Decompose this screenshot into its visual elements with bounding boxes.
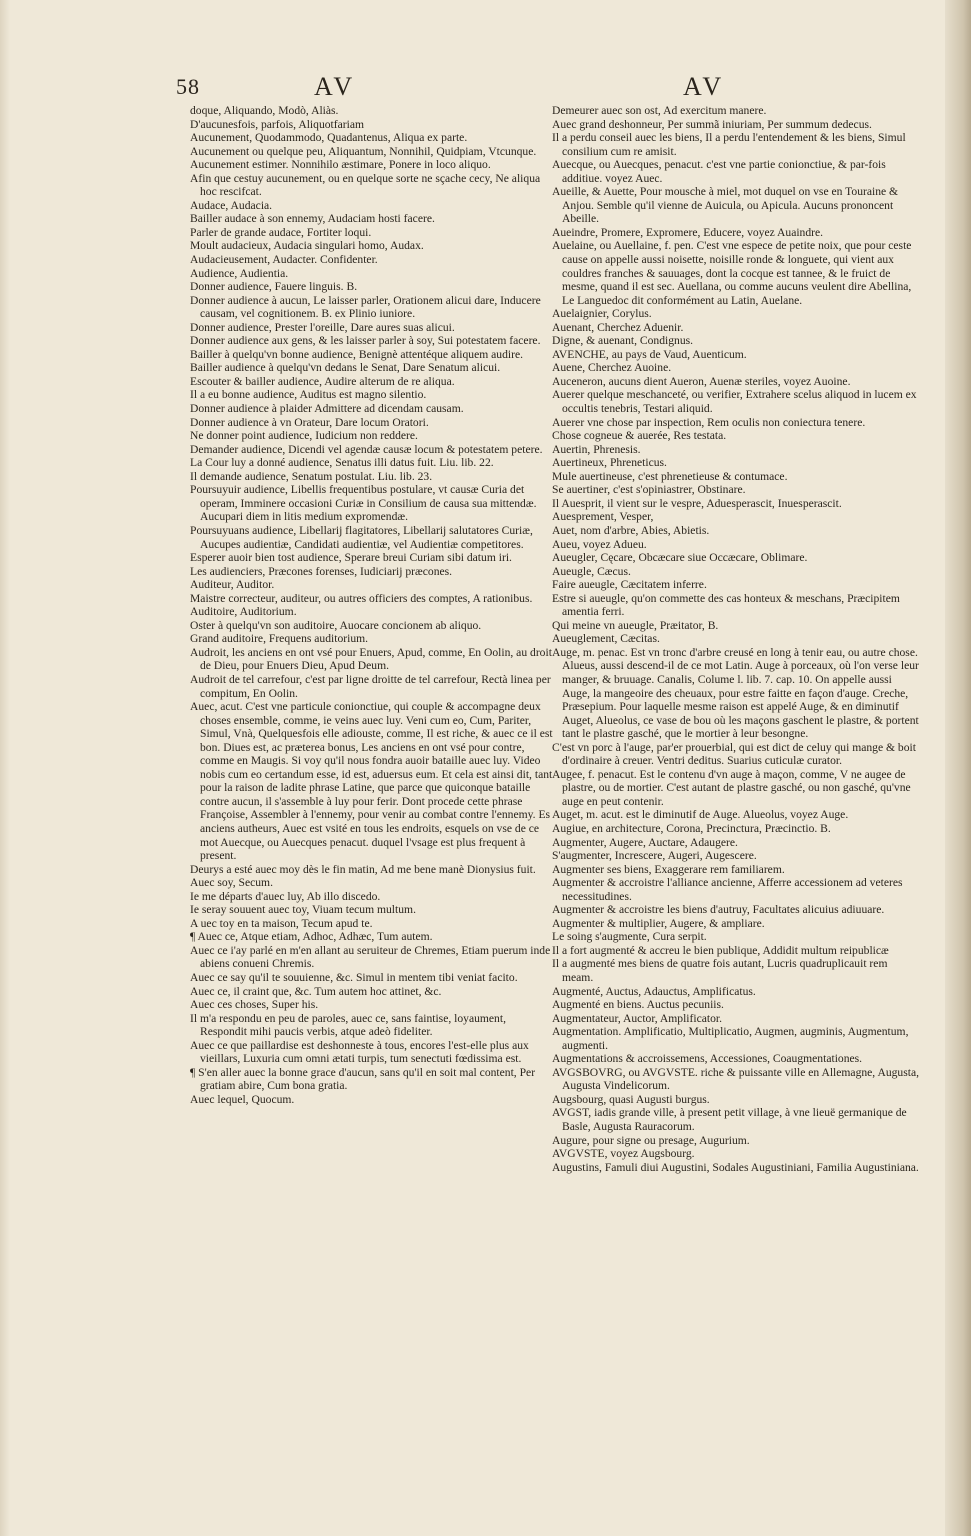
dictionary-entry: D'aucunesfois, parfois, Aliquotfariam — [190, 117, 365, 131]
dictionary-entry: Donner audience à vn Orateur, Dare locum Oratori. — [190, 415, 429, 429]
dictionary-entry: Aueu, voyez Adueu. — [552, 537, 647, 551]
dictionary-entry: Augmenter & accroistre les biens d'autruy, Facultates alicuius adiuuare. — [552, 903, 885, 917]
dictionary-entry: AVGSBOVRG, ou AVGVSTE. riche & puissante ville en Allemagne, Augusta, Augusta Vindelicorum. — [552, 1065, 920, 1093]
dictionary-entry: Augmentations & accroissemens, Accessiones, Coaugmentationes. — [552, 1052, 863, 1066]
dictionary-entry: Estre si aueugle, qu'on commette des cas honteux & meschans, Præcipitem amentia ferri. — [552, 591, 900, 619]
dictionary-entry: Chose cogneue & auerée, Res testata. — [552, 429, 727, 443]
dictionary-entry: ¶ S'en aller auec la bonne grace d'aucun, sans qu'il en soit mal content, Per gratiam abire, Cum bona gratia. — [190, 1065, 536, 1093]
dictionary-entry: Demander audience, Dicendi vel agendæ causæ locum & potestatem petere. — [190, 442, 543, 456]
dictionary-entry: Auenant, Cherchez Aduenir. — [552, 320, 684, 334]
dictionary-entry: Augee, f. penacut. Est le contenu d'vn auge à maçon, comme, V ne augee de plastre, ou de mortier. C'est autant de plastre gasché, ou non gasché, qu'vne auge en peut contenir. — [552, 767, 911, 808]
dictionary-entry: C'est vn porc à l'auge, par'er prouerbial, qui est dict de celuy qui mange & boit d'ordinaire à creuer. Ventri deditus. Suarius cuticulæ curator. — [552, 740, 916, 768]
page-edge — [945, 0, 971, 1536]
dictionary-entry: Poursuyuans audience, Libellarij flagitatores, Libellarij salutatores Curiæ, Aucupes audientiæ, Candidati audientiæ, vel Audientiæ competitores. — [190, 523, 533, 551]
dictionary-entry: Qui meine vn aueugle, Præitator, B. — [552, 618, 719, 632]
dictionary-entry: Grand auditoire, Frequens auditorium. — [190, 632, 369, 646]
dictionary-entry: Auesprement, Vesper, — [552, 510, 654, 524]
dictionary-entry: Augmenter, Augere, Auctare, Adaugere. — [552, 835, 738, 849]
dictionary-entry: Auertin, Phrenesis. — [552, 442, 641, 456]
dictionary-entry: Il Auesprit, il vient sur le vespre, Aduesperascit, Inuesperascit. — [552, 496, 842, 510]
dictionary-entry: Maistre correcteur, auditeur, ou autres officiers des comptes, A rationibus. — [190, 591, 533, 605]
dictionary-entry: Auec ce i'ay parlé en m'en allant au seruiteur de Chremes, Etiam puerum inde abiens conueni Chremis. — [190, 943, 551, 971]
page-gutter — [0, 0, 10, 1536]
dictionary-entry: Aueugle, Cæcus. — [552, 564, 631, 578]
dictionary-entry: Les audienciers, Præcones forenses, Iudiciarij præcones. — [190, 564, 453, 578]
dictionary-entry: Aucunement ou quelque peu, Aliquantum, Nonnihil, Quidpiam, Vtcunque. — [190, 144, 537, 158]
dictionary-entry: Il a eu bonne audience, Auditus est magno silentio. — [190, 388, 427, 402]
dictionary-entry: Auditeur, Auditor. — [190, 578, 275, 592]
dictionary-entry: Donner audience aux gens, & les laisser parler à soy, Sui potestatem facere. — [190, 334, 541, 348]
dictionary-entry: Augure, pour signe ou presage, Augurium. — [552, 1133, 750, 1147]
dictionary-entry: Il a fort augmenté & accreu le bien publique, Addidit multum reipublicæ — [552, 943, 889, 957]
dictionary-entry: Donner audience à aucun, Le laisser parler, Orationem alicui dare, Inducere causam, vel cognitionem. B. ex Plinio iuniore. — [190, 293, 541, 321]
dictionary-entry: Le soing s'augmente, Cura serpit. — [552, 930, 707, 944]
dictionary-entry: Auec soy, Secum. — [190, 876, 273, 890]
dictionary-entry: Audacieusement, Audacter. Confidenter. — [190, 253, 378, 267]
dictionary-entry: Aucunement estimer. Nonnihilo æstimare, Ponere in loco aliquo. — [190, 158, 491, 172]
dictionary-entry: La Cour luy a donné audience, Senatus illi datus fuit. Liu. lib. 22. — [190, 456, 494, 470]
dictionary-entry: Aueindre, Promere, Expromere, Educere, voyez Auaindre. — [552, 225, 824, 239]
dictionary-entry: Augustins, Famuli diui Augustini, Sodales Augustiniani, Familia Augustiniana. — [552, 1160, 919, 1174]
dictionary-entry: AVGVSTE, voyez Augsbourg. — [552, 1147, 695, 1161]
dictionary-entry: Auec ce que paillardise est deshonneste à tous, encores l'est-elle plus aux vieillars, Luxuria cum omni ætati turpis, tum senectuti fœdissima est. — [190, 1038, 529, 1066]
dictionary-entry: Auec ce, il craint que, &c. Tum autem hoc attinet, &c. — [190, 984, 442, 998]
dictionary-entry: Faire aueugle, Cæcitatem inferre. — [552, 578, 707, 592]
dictionary-entry: Aueuglement, Cæcitas. — [552, 632, 660, 646]
dictionary-entry: Moult audacieux, Audacia singulari homo, Audax. — [190, 239, 424, 253]
dictionary-entry: AVENCHE, au pays de Vaud, Auenticum. — [552, 347, 747, 361]
page-header — [0, 70, 971, 100]
dictionary-entry: Augmenté en biens. Auctus pecuniis. — [552, 998, 724, 1012]
dictionary-entry: Bailler audace à son ennemy, Audaciam hosti facere. — [190, 212, 435, 226]
dictionary-entry: Ne donner point audience, Iudicium non reddere. — [190, 429, 418, 443]
dictionary-entry: Ie seray souuent auec toy, Viuam tecum multum. — [190, 903, 416, 917]
dictionary-entry: Demeurer auec son ost, Ad exercitum manere. — [552, 104, 767, 117]
dictionary-entry: Augmenté, Auctus, Adauctus, Amplificatus. — [552, 984, 756, 998]
left-column — [190, 104, 554, 1106]
dictionary-entry: Aueugler, Cęcare, Obcæcare siue Occæcare, Oblimare. — [552, 551, 808, 565]
dictionary-entry: Ie me départs d'auec luy, Ab illo discedo. — [190, 889, 381, 903]
dictionary-entry: Auerer vne chose par inspection, Rem oculis non coniectura tenere. — [552, 415, 866, 429]
dictionary-entry: Augmenter & multiplier, Augere, & ampliare. — [552, 916, 765, 930]
dictionary-entry: Auelaignier, Corylus. — [552, 307, 652, 321]
dictionary-entry: Auec, acut. C'est vne particule conionctiue, qui couple & accompagne deux choses ensemble, comme, ie veins auec luy. Veni cum eo, Cum, Pariter, Simul, Vnà, Quelquesfois elle adiouste, comme, Il est riche, & auec ce il est bon. Diues est, ac præterea bonus, Les anciens en ont vsé pour contre, comme en Maugis. Si voy qu'il nous fondra auoir bataille auec luy. Video nobis cum eo certandum esse, id est, aduersus eum. Et cela est ainsi dit, tant pour la raison de ladite phrase Latine, que parce que quiconque bataille contre aucun, il s'assemble à luy pour ferir. Dont procede cette phrase Françoise, Assembler à l'ennemy, pour venir au combat contre l'ennemy. Es anciens autheurs, Auec est vsité en tous les endroits, esquels on vse de ce mot Auecque, ou Auecques penacut. duquel l'vsage est plus frequent à present. — [190, 700, 553, 863]
dictionary-entry: Donner audience, Fauere linguis. B. — [190, 280, 358, 294]
dictionary-entry: Donner audience à plaider Admittere ad dicendam causam. — [190, 402, 464, 416]
dictionary-entry: Il demande audience, Senatum postulat. Liu. lib. 23. — [190, 469, 433, 483]
dictionary-entry: Auec lequel, Quocum. — [190, 1092, 295, 1106]
dictionary-entry: Bailler à quelqu'vn bonne audience, Benignè attentéque aliquem audire. — [190, 347, 524, 361]
running-head-right: AV — [683, 72, 726, 101]
dictionary-entry: Deurys a esté auec moy dès le fin matin, Ad me bene manè Dionysius fuit. — [190, 862, 536, 876]
dictionary-entry: Il a augmenté mes biens de quatre fois autant, Lucris quadruplicauit rem meam. — [552, 957, 888, 984]
dictionary-entry: Auelaine, ou Auellaine, f. pen. C'est vne espece de petite noix, que pour ceste cause on appelle aussi noisette, noisille ronde & longuete, qui vient aux couldres franches & sauuages, dont la cocque est tannee, & le fruict de mesme, quand il est sec. Auellana, ou comme aucuns veulent dire Abellina, Le Languedoc dit conformément au Latin, Auelane. — [552, 239, 912, 307]
dictionary-entry: Auge, m. penac. Est vn tronc d'arbre creusé en long à tenir eau, ou autre chose. Alueus, aussi descend-il de ce mot Latin. Auge à porceaux, où l'on verse leur manger, & bruuage. Canalis, Colume l. lib. 7. cap. 10. On appelle aussi Auge, la mangeoire des cheuaux, pour estre faitte en façon d'auge. Creche, Præsepium. Pour laquelle mesme raison est appelé Auge, & en diminutif Auget, Alueolus, ce vase de bou où les maçons gaschent le plastre, & portent tant le plastre gasché, que le mortier à leur besongne. — [552, 645, 919, 741]
dictionary-entry: Auet, nom d'arbre, Abies, Abietis. — [552, 523, 710, 537]
dictionary-entry: Parler de grande audace, Fortiter loqui. — [190, 225, 372, 239]
dictionary-entry: Donner audience, Prester l'oreille, Dare aures suas alicui. — [190, 320, 455, 334]
dictionary-entry: Auecque, ou Auecques, penacut. c'est vne partie conionctiue, & par-fois additiue. voyez Auec. — [552, 158, 886, 185]
dictionary-entry: Digne, & auenant, Condignus. — [552, 334, 694, 348]
dictionary-entry: Augmentateur, Auctor, Amplificator. — [552, 1011, 723, 1025]
dictionary-entry: Audroit de tel carrefour, c'est par ligne droitte de tel carrefour, Rectà linea per compitum, En Oolin. — [190, 672, 551, 700]
dictionary-entry: Auerer quelque meschanceté, ou verifier, Extrahere scelus aliquod in lucem ex occultis tenebris, Testari aliquid. — [552, 388, 917, 416]
dictionary-entry: AVGST, iadis grande ville, à present petit village, à vne lieuë germanique de Basle, Augusta Rauracorum. — [552, 1106, 907, 1134]
dictionary-entry: Aucunement, Quodammodo, Quadantenus, Aliqua ex parte. — [190, 131, 468, 145]
dictionary-entry: Auec ces choses, Super his. — [190, 998, 319, 1012]
dictionary-entry: Auditoire, Auditorium. — [190, 605, 297, 619]
dictionary-entry: Oster à quelqu'vn son auditoire, Auocare concionem ab aliquo. — [190, 618, 482, 632]
dictionary-entry: Audace, Audacia. — [190, 198, 273, 212]
dictionary-entry: doque, Aliquando, Modò, Aliàs. — [190, 104, 339, 117]
dictionary-entry: Escouter & bailler audience, Audire alterum de re aliqua. — [190, 374, 455, 388]
dictionary-entry: Auec grand deshonneur, Per summã iniuriam, Per summum dedecus. — [552, 117, 872, 131]
dictionary-entry: Augmenter ses biens, Exaggerare rem familiarem. — [552, 862, 785, 876]
dictionary-entry: Auget, m. acut. est le diminutif de Auge. Alueolus, voyez Auge. — [552, 808, 849, 822]
dictionary-entry: Augmenter & accroistre l'alliance ancienne, Afferre accessionem ad veteres necessitudines. — [552, 876, 903, 903]
dictionary-entry: Augmentation. Amplificatio, Multiplicatio, Augmen, augminis, Augmentum, augmenti. — [552, 1025, 909, 1052]
right-column — [552, 104, 920, 1174]
dictionary-entry: Augsbourg, quasi Augusti burgus. — [552, 1092, 710, 1106]
dictionary-entry: Bailler audience à quelqu'vn dedans le Senat, Dare Senatum alicui. — [190, 361, 501, 375]
dictionary-entry: Esperer auoir bien tost audience, Sperare breui Curiam sibi datum iri. — [190, 551, 512, 565]
dictionary-entry: Poursuyuir audience, Libellis frequentibus postulare, vt causæ Curia det operam, Imminere occasioni Curiæ in Consilium de causa sua mittendæ. Aucupari diem in litis medium expromendæ. — [190, 483, 537, 524]
dictionary-entry: Il m'a respondu en peu de paroles, auec ce, sans faintise, loyaument, Respondit mihi paucis verbis, atque adeò fideliter. — [190, 1011, 506, 1039]
dictionary-entry: Audroit, les anciens en ont vsé pour Enuers, Apud, comme, En Oolin, au droit de Dieu, pour Enuers Dieu, Apud Deum. — [190, 645, 552, 673]
page-number: 58 — [176, 74, 200, 99]
dictionary-entry: Augiue, en architecture, Corona, Precinctura, Præcinctio. B. — [552, 821, 831, 835]
dictionary-entry: Mule auertineuse, c'est phrenetieuse & contumace. — [552, 469, 788, 483]
dictionary-entry: S'augmenter, Increscere, Augeri, Augescere. — [552, 849, 757, 863]
dictionary-entry: Audience, Audientia. — [190, 266, 289, 280]
dictionary-entry: ¶ Auec ce, Atque etiam, Adhoc, Adhæc, Tum autem. — [190, 930, 433, 944]
dictionary-entry: Auertineux, Phreneticus. — [552, 456, 667, 470]
dictionary-entry: Auceneron, aucuns dient Aueron, Auenæ steriles, voyez Auoine. — [552, 374, 851, 388]
dictionary-entry: Se auertiner, c'est s'opiniastrer, Obstinare. — [552, 483, 746, 497]
dictionary-entry: Aueille, & Auette, Pour mousche à miel, mot duquel on vse en Touraine & Anjou. Semble qu'il vienne de Auicula, ou Apicula. Aucuns prononcent Abeille. — [552, 185, 899, 226]
dictionary-entry: Auene, Cherchez Auoine. — [552, 361, 672, 375]
running-head-left: AV — [314, 72, 357, 101]
dictionary-entry: Il a perdu conseil auec les biens, Il a perdu l'entendement & les biens, Simul consilium cum re amisit. — [552, 131, 906, 158]
dictionary-entry: A uec toy en ta maison, Tecum apud te. — [190, 916, 373, 930]
dictionary-entry: Auec ce say qu'il te souuienne, &c. Simul in mentem tibi veniat facito. — [190, 971, 518, 984]
dictionary-entry: Afin que cestuy aucunement, ou en quelque sorte ne sçache cecy, Ne aliqua hoc rescifcat. — [190, 171, 541, 199]
